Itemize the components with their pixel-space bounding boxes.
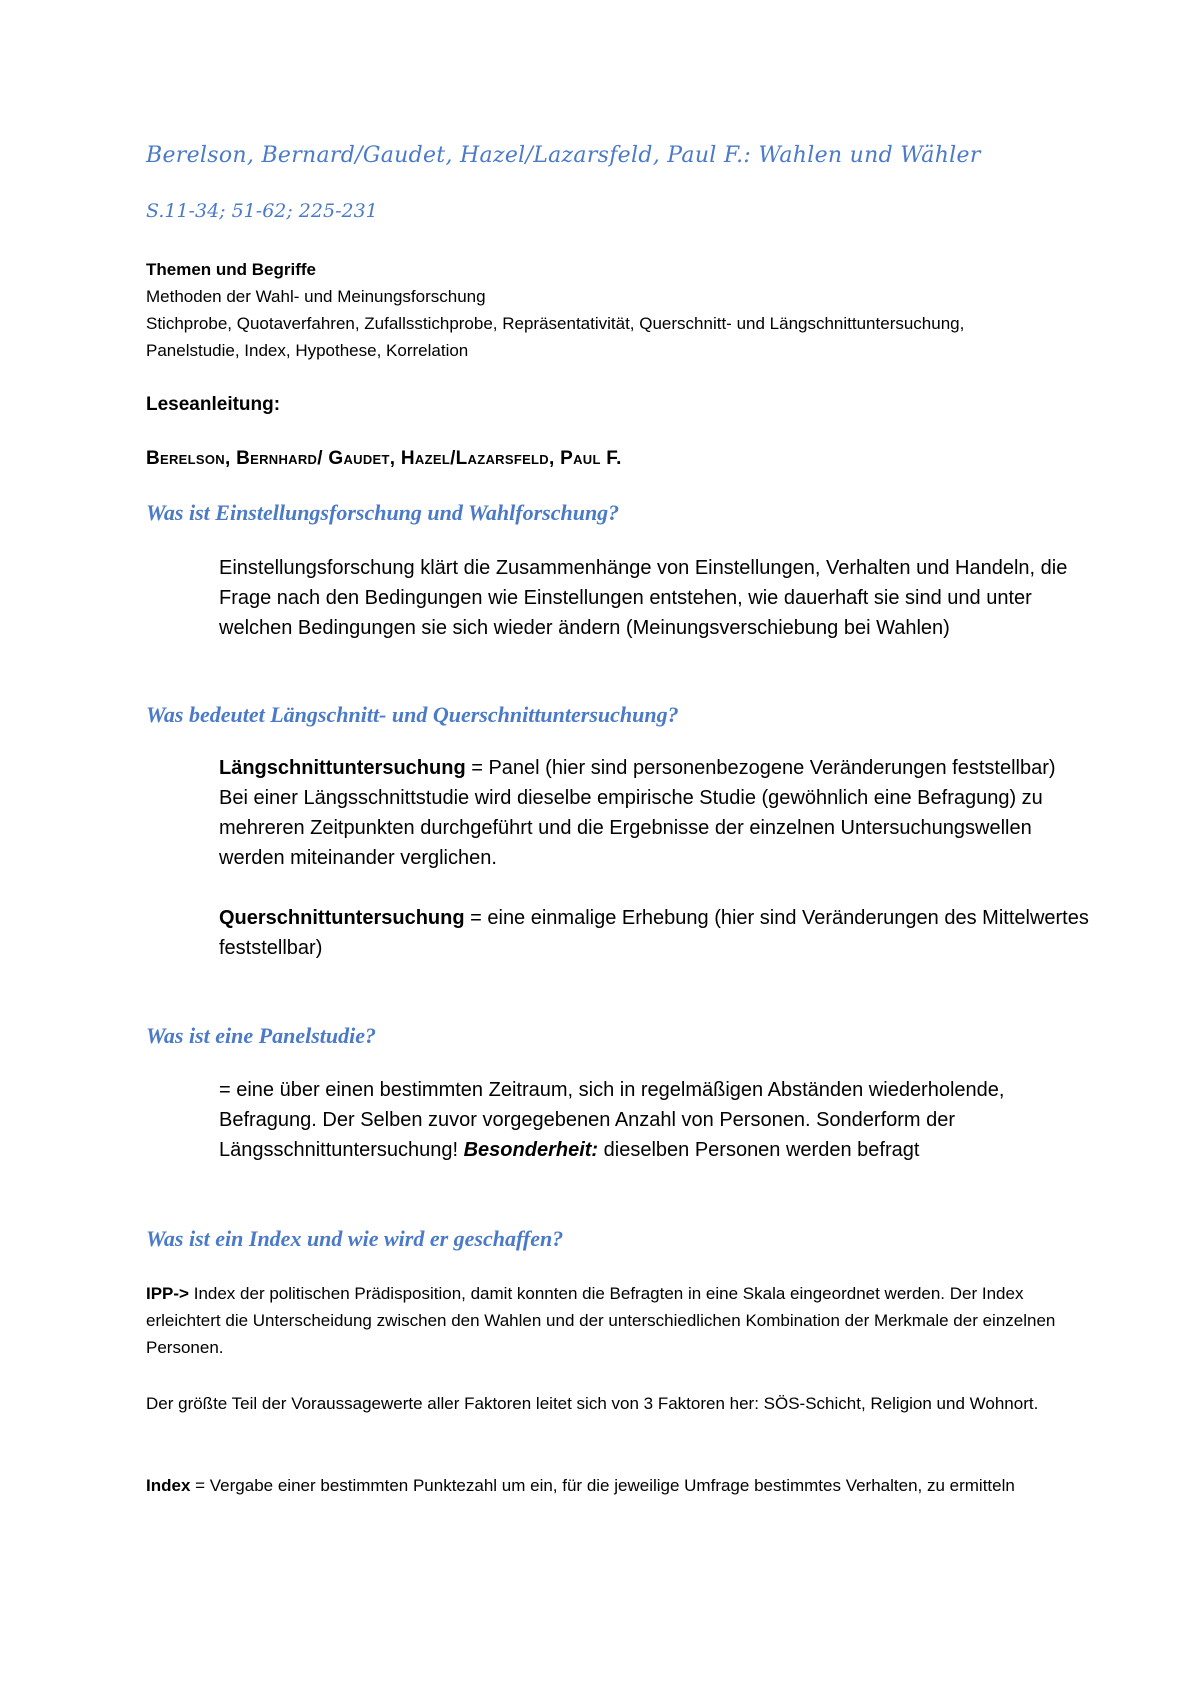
authors-line: Berelson, Bernhard/ Gaudet, Hazel/Lazarsfeld, Paul F. bbox=[146, 448, 622, 469]
document-title: Berelson, Bernard/Gaudet, Hazel/Lazarsfeld, Paul F.: Wahlen und Wähler bbox=[146, 143, 981, 168]
index-paragraph-2: Der größte Teil der Voraussagewerte aller Faktoren leitet sich von 3 Faktoren her: SÖS-Schicht, Religion und Wohnort. bbox=[146, 1394, 1039, 1413]
term-laengschnitt: Längschnittuntersuchung bbox=[219, 757, 466, 779]
page-range: S.11-34; 51-62; 225-231 bbox=[146, 200, 378, 222]
answer-2-definition-2 bbox=[219, 903, 1089, 963]
question-heading-3: Was ist eine Panelstudie? bbox=[146, 1023, 376, 1048]
answer-2 bbox=[219, 753, 1089, 963]
index-paragraph-1 bbox=[146, 1280, 1066, 1361]
themes-line-2: Stichprobe, Quotaverfahren, Zufallsstichprobe, Repräsentativität, Querschnitt- und Längschnittuntersuchung, Panelstudie, Index, Hypothese, Korrelation bbox=[146, 314, 965, 360]
answer-3-text-start: = eine über einen bestimmten Zeitraum, sich in regelmäßigen Abständen wiederholende, Befragung. Der Selben zuvor vorgegebenen Anzahl von Personen. Sonderform der Längsschnittuntersuchung! bbox=[219, 1079, 1005, 1161]
definition-querschnitt: = eine einmalige Erhebung (hier sind Veränderungen des Mittelwertes feststellbar) bbox=[219, 907, 1089, 959]
question-heading-4: Was ist ein Index und wie wird er geschaffen? bbox=[146, 1226, 564, 1251]
reading-guide-label: Leseanleitung: bbox=[146, 394, 281, 415]
term-index: Index bbox=[146, 1476, 191, 1495]
themes-block bbox=[146, 256, 1046, 364]
answer-3 bbox=[219, 1075, 1089, 1165]
ipp-text: Index der politischen Prädisposition, damit konnten die Befragten in eine Skala eingeordnet werden. Der Index erleichtert die Unterscheidung zwischen den Wahlen und der unterschiedlichen Kombination der Merkmale der einzelnen Personen. bbox=[146, 1284, 1056, 1357]
answer-2-explanation: Bei einer Längsschnittstudie wird dieselbe empirische Studie (gewöhnlich eine Befragung) zu mehreren Zeitpunkten durchgeführt und die Ergebnisse der einzelnen Untersuchungswellen werden miteinander verglichen. bbox=[219, 787, 1043, 869]
question-heading-1: Was ist Einstellungsforschung und Wahlforschung? bbox=[146, 500, 620, 525]
spacer bbox=[219, 873, 1089, 903]
term-querschnitt: Querschnittuntersuchung bbox=[219, 907, 465, 929]
answer-1: Einstellungsforschung klärt die Zusammenhänge von Einstellungen, Verhalten und Handeln, die Frage nach den Bedingungen wie Einstellungen entstehen, wie dauerhaft sie sind und unter welchen Bedingungen sie sich wieder ändern (Meinungsverschiebung bei Wahlen) bbox=[219, 557, 1068, 639]
index-paragraph-3 bbox=[146, 1472, 1066, 1499]
answer-3-emphasis: Besonderheit: bbox=[463, 1139, 599, 1161]
definition-laengschnitt: = Panel (hier sind personenbezogene Veränderungen feststellbar) bbox=[465, 757, 1056, 779]
answer-3-text-end: dieselben Personen werden befragt bbox=[598, 1139, 920, 1161]
index-definition: = Vergabe einer bestimmten Punktezahl um ein, für die jeweilige Umfrage bestimmtes Verhalten, zu ermitteln bbox=[190, 1476, 1015, 1495]
themes-heading: Themen und Begriffe bbox=[146, 260, 317, 279]
term-ipp: IPP-> bbox=[146, 1284, 189, 1303]
themes-line-1: Methoden der Wahl- und Meinungsforschung bbox=[146, 287, 486, 306]
question-heading-2: Was bedeutet Längschnitt- und Querschnittuntersuchung? bbox=[146, 702, 679, 727]
answer-2-definition-1 bbox=[219, 753, 1089, 783]
